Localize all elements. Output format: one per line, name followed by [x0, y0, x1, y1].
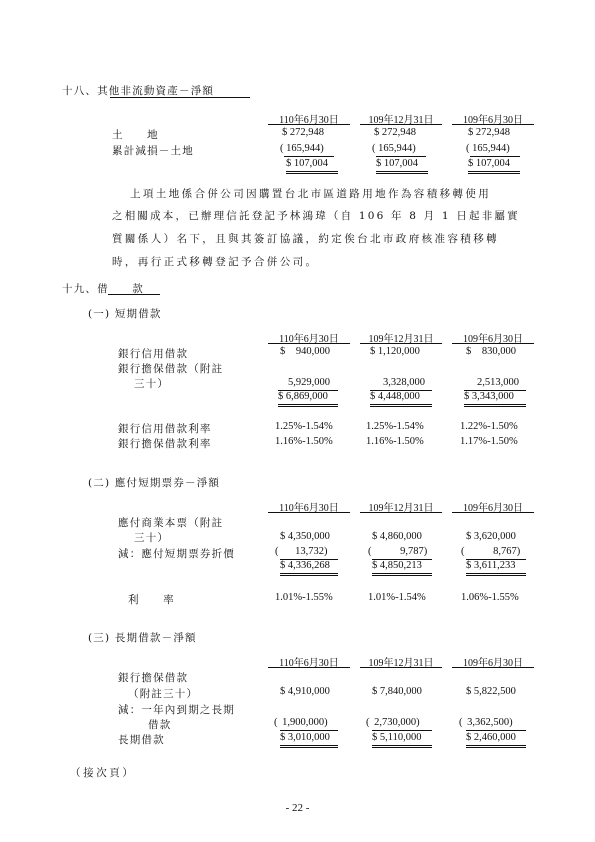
s19c-col-underline	[360, 667, 442, 668]
s19a-rate2-value: 1.17%-1.50%	[460, 436, 518, 447]
s19b-r2-value: ( 8,767)	[461, 546, 521, 557]
s19b-col-1: 110年6月30日	[279, 503, 339, 514]
s19b-rate-value: 1.06%-1.55%	[461, 592, 519, 603]
s18-col-underline	[268, 124, 350, 125]
s19b-rate-value: 1.01%-1.55%	[275, 592, 333, 603]
s19a-rate1-value: 1.25%-1.54%	[275, 421, 333, 432]
s19a-r2-label-cont: 三十）	[134, 378, 170, 390]
total-double-line	[278, 404, 338, 405]
total-double-line	[372, 575, 432, 576]
total-double-line	[376, 173, 428, 174]
s19a-r1-value: $ 940,000	[280, 346, 330, 357]
s19a-rate1-label: 銀行信用借款利率	[118, 423, 212, 435]
subtotal-line	[284, 156, 334, 157]
s19b-r1-label: 應付商業本票（附註	[118, 517, 224, 529]
total-double-line	[468, 171, 520, 172]
s18-col-underline	[452, 124, 534, 125]
total-double-line	[286, 171, 338, 172]
s19b-col-2: 109年12月31日	[368, 503, 434, 514]
s19c-total: $ 5,110,000	[372, 732, 422, 743]
s18-land-label: 土 地	[112, 129, 159, 141]
s18-col-1: 110年6月30日	[279, 115, 339, 126]
total-double-line	[372, 573, 432, 574]
s18-land-value: $ 272,948	[468, 127, 510, 138]
s19c-r1-value: $ 4,910,000	[280, 686, 330, 697]
s19c-total: $ 2,460,000	[466, 732, 516, 743]
s18-col-underline	[360, 124, 442, 125]
s19a-r1-value: $ 830,000	[466, 346, 516, 357]
total-double-line	[464, 406, 526, 407]
s19c-r1-value: $ 7,840,000	[372, 686, 422, 697]
subtotal-line	[376, 156, 426, 157]
section-19-underline	[108, 294, 160, 295]
total-double-line	[466, 745, 526, 746]
s19a-rate1-value: 1.25%-1.54%	[366, 421, 424, 432]
s19b-total: $ 4,850,213	[372, 560, 422, 571]
s18-impair-label: 累計減損－土地	[112, 145, 194, 157]
s19c-total: $ 3,010,000	[280, 732, 330, 743]
s19b-r1-label-cont: 三十）	[134, 532, 170, 544]
s19a-rate1-value: 1.22%-1.50%	[460, 421, 518, 432]
s19c-col-underline	[268, 667, 350, 668]
s19a-r2-value: 2,513,000	[477, 377, 519, 388]
s19a-r2-value: 3,328,000	[383, 377, 425, 388]
s19b-r1-value: $ 3,620,000	[466, 531, 516, 542]
section-18-underline	[110, 97, 250, 98]
s18-impair-value: ( 165,944)	[372, 143, 416, 154]
s19a-r1-value: $ 1,120,000	[370, 346, 420, 357]
s19b-r1-value: $ 4,860,000	[372, 531, 422, 542]
s18-land-value: $ 272,948	[282, 127, 324, 138]
total-double-line	[280, 573, 338, 574]
s19b-total: $ 3,611,233	[466, 560, 516, 571]
s19b-r2-label: 減：應付短期票券折價	[118, 548, 235, 560]
s19c-r1-value: $ 5,822,500	[466, 686, 516, 697]
s19c-col-1: 110年6月30日	[279, 658, 339, 669]
s19a-total: $ 3,343,000	[464, 391, 514, 402]
s19a-rate2-value: 1.16%-1.50%	[366, 436, 424, 447]
s19a-rate2-value: 1.16%-1.50%	[275, 436, 333, 447]
s19c-r2-value: ( 2,730,000)	[366, 717, 420, 728]
s18-paragraph-line: 時，再行正式移轉登記予合併公司。	[112, 256, 319, 268]
s18-land-value: $ 272,948	[374, 127, 416, 138]
s19b-rate-label: 利 率	[128, 594, 175, 606]
s18-col-2: 109年12月31日	[368, 115, 434, 126]
s18-impair-value: ( 165,944)	[466, 143, 510, 154]
total-double-line	[286, 173, 338, 174]
total-double-line	[370, 406, 432, 407]
s19b-r2-value: ( 13,732)	[275, 546, 328, 557]
section-19-heading: 十九、借 款	[62, 283, 144, 295]
s18-impair-value: ( 165,944)	[280, 143, 324, 154]
s19c-total-label: 長期借款	[118, 734, 165, 746]
s19a-total: $ 6,869,000	[278, 391, 328, 402]
s19b-rate-value: 1.01%-1.54%	[368, 592, 426, 603]
s19c-r1-label: 銀行擔保借款	[118, 672, 189, 684]
s19a-col-1: 110年6月30日	[279, 334, 339, 345]
total-double-line	[278, 406, 338, 407]
s18-net-value: $ 107,004	[286, 158, 328, 169]
page-number: - 22 -	[285, 802, 310, 814]
s19c-r2-label-cont: 借款	[148, 719, 172, 731]
continued-note: （接次頁）	[70, 767, 136, 779]
s18-paragraph-line: 質關係人）名下，且與其簽訂協議，約定俟台北市政府核准容積移轉	[112, 233, 499, 245]
s19c-heading: (三) 長期借款－淨額	[88, 632, 197, 644]
total-double-line	[464, 404, 526, 405]
total-double-line	[466, 575, 526, 576]
s19a-total: $ 4,448,000	[370, 391, 420, 402]
s19a-rate2-label: 銀行擔保借款利率	[118, 438, 212, 450]
s19a-col-underline	[268, 343, 350, 344]
s19b-total: $ 4,336,268	[280, 560, 330, 571]
s18-paragraph-line: 之相關成本，已辦理信託登記予林鴻瑋（自 106 年 8 月 1 日起非屬實	[112, 210, 520, 222]
s19c-r2-value: ( 3,362,500)	[459, 717, 513, 728]
s19a-r2-label: 銀行擔保借款（附註	[118, 363, 224, 375]
s19b-col-3: 109年6月30日	[463, 503, 523, 514]
total-double-line	[466, 573, 526, 574]
s19c-r2-label: 減：一年內到期之長期	[118, 704, 235, 716]
s19b-r1-value: $ 4,350,000	[280, 531, 330, 542]
s19a-heading: (一) 短期借款	[88, 308, 162, 320]
s19b-col-underline	[360, 512, 442, 513]
subtotal-line	[280, 730, 338, 731]
s18-net-value: $ 107,004	[376, 158, 418, 169]
s19b-heading: (二) 應付短期票券－淨額	[88, 477, 221, 489]
s19a-r2-value: 5,929,000	[288, 377, 330, 388]
s18-paragraph-line: 上項土地係合併公司因購置台北市區道路用地作為容積移轉使用	[130, 188, 492, 200]
s19b-col-underline	[268, 512, 350, 513]
s18-col-3: 109年6月30日	[463, 115, 523, 126]
total-double-line	[372, 745, 432, 746]
subtotal-line	[470, 156, 520, 157]
s19a-col-underline	[452, 343, 534, 344]
s19c-r1-label-cont: （附註三十）	[128, 688, 199, 700]
s19c-col-3: 109年6月30日	[463, 658, 523, 669]
total-double-line	[280, 747, 338, 748]
subtotal-line	[372, 730, 432, 731]
subtotal-line	[466, 730, 526, 731]
s19a-r1-label: 銀行信用借款	[118, 348, 189, 360]
s18-net-value: $ 107,004	[468, 158, 510, 169]
s19a-col-2: 109年12月31日	[368, 334, 434, 345]
s19a-col-underline	[360, 343, 442, 344]
total-double-line	[372, 747, 432, 748]
s19c-r2-value: ( 1,900,000)	[274, 717, 328, 728]
s19b-col-underline	[452, 512, 534, 513]
s19b-r2-value: ( 9,787)	[368, 546, 428, 557]
s19c-col-underline	[452, 667, 534, 668]
total-double-line	[468, 173, 520, 174]
section-18-heading: 十八、其他非流動資產－淨額	[62, 85, 215, 97]
total-double-line	[466, 747, 526, 748]
s19c-col-2: 109年12月31日	[368, 658, 434, 669]
s19a-col-3: 109年6月30日	[463, 334, 523, 345]
total-double-line	[280, 745, 338, 746]
total-double-line	[370, 404, 432, 405]
total-double-line	[280, 575, 338, 576]
total-double-line	[376, 171, 428, 172]
